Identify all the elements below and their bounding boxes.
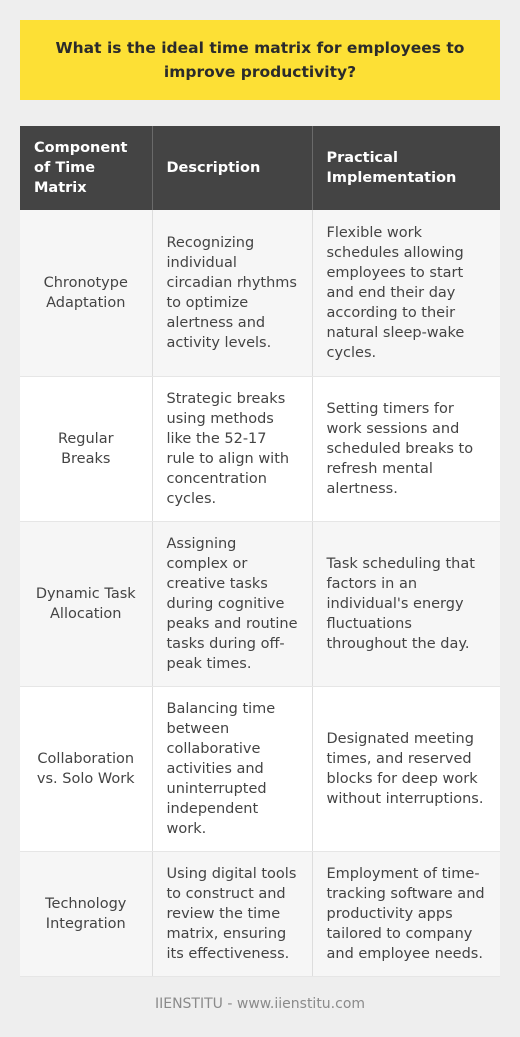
table-row xyxy=(20,210,500,376)
cell-implementation: Designated meeting times, and reserved blocks for deep work without interruptions. xyxy=(312,686,500,851)
cell-implementation: Employment of time-tracking software and productivity apps tailored to company and employee needs. xyxy=(312,851,500,976)
time-matrix-table xyxy=(20,126,500,977)
page-title: What is the ideal time matrix for employees to improve productivity? xyxy=(55,39,465,81)
cell-component: Collaboration vs. Solo Work xyxy=(20,686,152,851)
cell-implementation: Flexible work schedules allowing employees to start and end their day according to their natural sleep-wake cycles. xyxy=(312,210,500,376)
table-row xyxy=(20,376,500,521)
title-banner xyxy=(20,20,500,100)
cell-implementation: Setting timers for work sessions and scheduled breaks to refresh mental alertness. xyxy=(312,376,500,521)
header-description: Description xyxy=(152,126,312,210)
table-row xyxy=(20,851,500,976)
cell-implementation: Task scheduling that factors in an individual's energy fluctuations throughout the day. xyxy=(312,521,500,686)
cell-description: Using digital tools to construct and review the time matrix, ensuring its effectiveness. xyxy=(152,851,312,976)
table-row xyxy=(20,686,500,851)
cell-component: Chronotype Adaptation xyxy=(20,210,152,376)
header-implementation: Practical Implementation xyxy=(312,126,500,210)
table-header-row xyxy=(20,126,500,210)
table-row xyxy=(20,521,500,686)
footer-credit: IIENSTITU - www.iienstitu.com xyxy=(154,996,366,1012)
cell-description: Recognizing individual circadian rhythms to optimize alertness and activity levels. xyxy=(152,210,312,376)
cell-component: Technology Integration xyxy=(20,851,152,976)
cell-description: Strategic breaks using methods like the 52-17 rule to align with concentration cycles. xyxy=(152,376,312,521)
cell-description: Balancing time between collaborative activities and uninterrupted independent work. xyxy=(152,686,312,851)
cell-component: Dynamic Task Allocation xyxy=(20,521,152,686)
cell-component: Regular Breaks xyxy=(20,376,152,521)
cell-description: Assigning complex or creative tasks during cognitive peaks and routine tasks during off-peak times. xyxy=(152,521,312,686)
header-component: Component of Time Matrix xyxy=(20,126,152,210)
